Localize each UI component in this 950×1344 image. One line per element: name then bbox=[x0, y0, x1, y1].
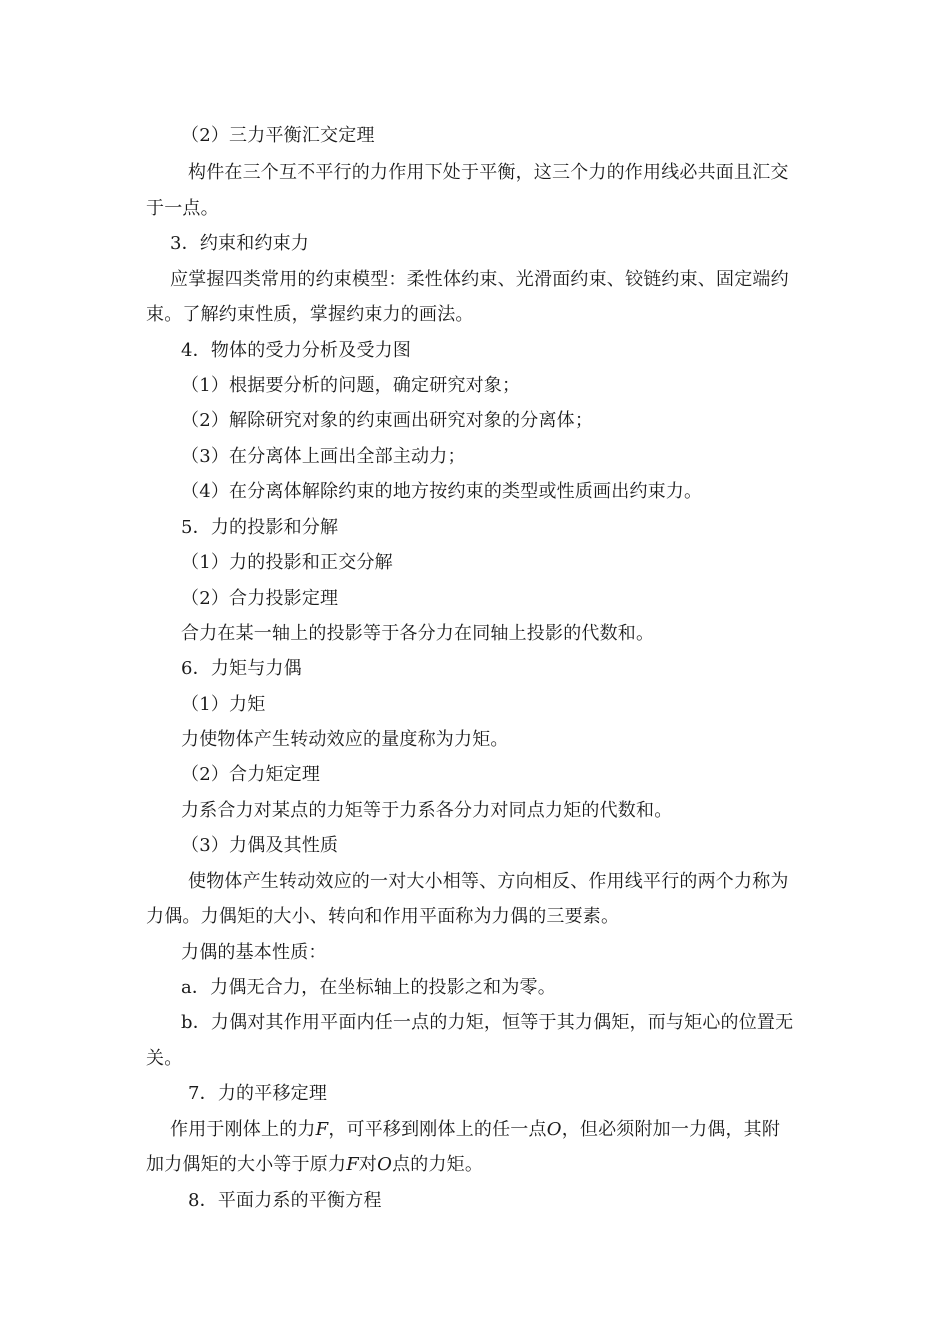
subheading-couple: （3）力偶及其性质 bbox=[181, 835, 339, 856]
subheading-projection-decomposition: （1）力的投影和正交分解 bbox=[181, 552, 393, 573]
subheading-resultant-projection: （2）合力投影定理 bbox=[181, 588, 339, 609]
paragraph-couple-line1: 使物体产生转动效应的一对大小相等、方向相反、作用线平行的两个力称为 bbox=[188, 871, 789, 892]
heading-translation-theorem: 7．力的平移定理 bbox=[188, 1083, 328, 1104]
paragraph-constraints-line2: 束。了解约束性质，掌握约束力的画法。 bbox=[146, 304, 474, 325]
subheading-resultant-moment: （2）合力矩定理 bbox=[181, 764, 321, 785]
list-item-property-a: a．力偶无合力，在坐标轴上的投影之和为零。 bbox=[181, 977, 556, 998]
paragraph-resultant-moment: 力系合力对某点的力矩等于力系各分力对同点力矩的代数和。 bbox=[181, 800, 673, 821]
list-item-property-b-line2: 关。 bbox=[146, 1048, 183, 1069]
heading-planar-equilibrium: 8．平面力系的平衡方程 bbox=[188, 1190, 382, 1211]
heading-moment-couple: 6．力矩与力偶 bbox=[181, 658, 302, 679]
list-item-step4: （4）在分离体解除约束的地方按约束的类型或性质画出约束力。 bbox=[181, 481, 703, 502]
list-item-property-b-line1: b．力偶对其作用平面内任一点的力矩，恒等于其力偶矩，而与矩心的位置无 bbox=[181, 1012, 794, 1033]
paragraph-couple-line2: 力偶。力偶矩的大小、转向和作用平面称为力偶的三要素。 bbox=[146, 906, 620, 927]
paragraph-translation-line2 bbox=[146, 1153, 483, 1177]
symbol-F: F bbox=[346, 1154, 359, 1175]
paragraph-three-force-line2: 于一点。 bbox=[146, 198, 219, 219]
text-segment: ，可平移到刚体上的任一点 bbox=[328, 1119, 547, 1140]
list-item-step3: （3）在分离体上画出全部主动力； bbox=[181, 446, 466, 467]
heading-force-analysis: 4．物体的受力分析及受力图 bbox=[181, 340, 412, 361]
text-segment: 加力偶矩的大小等于原力 bbox=[146, 1154, 347, 1175]
subheading-three-force-theorem: （2）三力平衡汇交定理 bbox=[181, 125, 375, 146]
symbol-O: O bbox=[546, 1119, 562, 1140]
paragraph-constraints-line1: 应掌握四类常用的约束模型：柔性体约束、光滑面约束、铰链约束、固定端约 bbox=[170, 269, 789, 290]
list-item-step1: （1）根据要分析的问题，确定研究对象； bbox=[181, 375, 521, 396]
paragraph-resultant-projection: 合力在某一轴上的投影等于各分力在同轴上投影的代数和。 bbox=[181, 623, 655, 644]
paragraph-translation-line1 bbox=[170, 1118, 780, 1142]
text-segment: 点的力矩。 bbox=[392, 1154, 484, 1175]
text-segment: 对 bbox=[358, 1154, 378, 1175]
list-item-step2: （2）解除研究对象的约束画出研究对象的分离体； bbox=[181, 410, 594, 431]
symbol-F: F bbox=[315, 1119, 329, 1140]
paragraph-couple-properties: 力偶的基本性质： bbox=[181, 942, 327, 963]
heading-constraints: 3．约束和约束力 bbox=[170, 233, 310, 254]
paragraph-three-force-line1: 构件在三个互不平行的力作用下处于平衡，这三个力的作用线必共面且汇交 bbox=[188, 162, 789, 183]
symbol-O: O bbox=[377, 1154, 393, 1175]
text-segment: 作用于刚体上的力 bbox=[170, 1119, 316, 1140]
text-segment: ，但必须附加一力偶，其附 bbox=[561, 1119, 781, 1140]
heading-projection: 5．力的投影和分解 bbox=[181, 517, 339, 538]
paragraph-moment: 力使物体产生转动效应的量度称为力矩。 bbox=[181, 729, 509, 750]
subheading-moment: （1）力矩 bbox=[181, 694, 266, 715]
